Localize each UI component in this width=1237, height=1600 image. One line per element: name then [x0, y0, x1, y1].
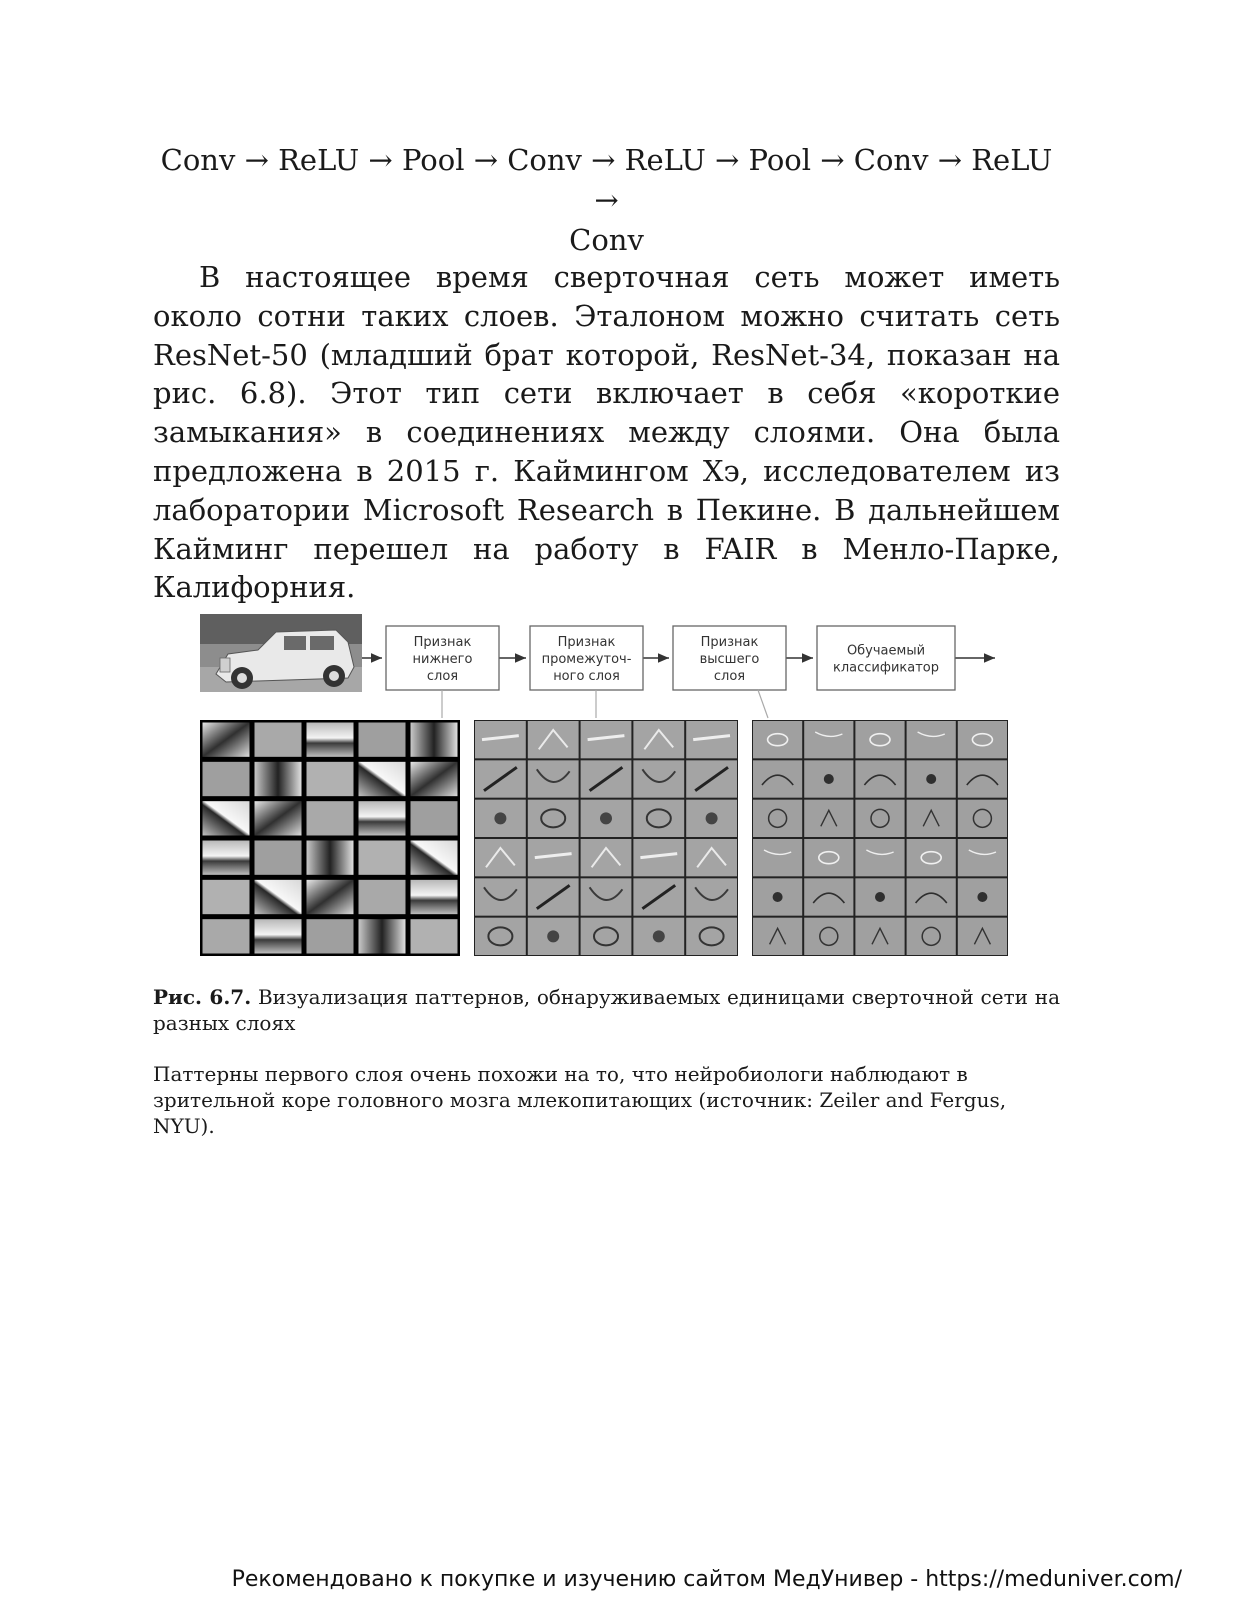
- filter-cell: [411, 801, 458, 835]
- filter-cell: [307, 801, 354, 835]
- filter-cell: [307, 880, 354, 914]
- footer-watermark: Рекомендовано к покупке и изучению сайтом МедУнивер - https://meduniver.com/: [231, 1567, 1182, 1592]
- figure-svg: [198, 612, 1010, 958]
- filter-cell: [686, 839, 737, 876]
- filter-cell: [411, 919, 458, 953]
- filter-cell: [804, 800, 853, 837]
- figure-caption: [153, 984, 1060, 1036]
- filter-cell: [528, 800, 579, 837]
- filter-cell: [753, 760, 802, 797]
- filter-cell: [804, 878, 853, 915]
- feature-box-2: [530, 626, 643, 690]
- filter-cell: [203, 723, 250, 757]
- filter-cell: [359, 762, 406, 796]
- filter-cell: [633, 721, 684, 758]
- filter-cell: [307, 919, 354, 953]
- filter-cell: [255, 919, 302, 953]
- feature-box-label: ного слоя: [553, 669, 620, 684]
- filter-cell: [753, 839, 802, 876]
- feature-box-label: слоя: [713, 669, 746, 684]
- filter-cell: [633, 800, 684, 837]
- filter-cell: [411, 841, 458, 875]
- filter-cell: [753, 918, 802, 955]
- filter-cell: [203, 841, 250, 875]
- filter-cell: [753, 800, 802, 837]
- filter-cell: [359, 723, 406, 757]
- filter-cell: [411, 880, 458, 914]
- figure-6-7: [198, 612, 1010, 958]
- feature-box-label: Признак: [700, 635, 759, 650]
- filter-cell: [633, 760, 684, 797]
- feature-box-label: Признак: [557, 635, 616, 650]
- filter-cell: [203, 880, 250, 914]
- filter-grid-low: [200, 720, 460, 956]
- filter-cell: [855, 721, 904, 758]
- feature-box-1: [386, 626, 499, 690]
- input-car-image: [200, 614, 362, 692]
- filter-grid-mid: [474, 720, 738, 956]
- filter-cell: [907, 800, 956, 837]
- formula: [153, 140, 1060, 260]
- feature-box-label: Обучаемый: [846, 643, 926, 659]
- filter-cell: [255, 762, 302, 796]
- feature-box-label: Признак: [413, 635, 472, 650]
- filter-cell: [359, 841, 406, 875]
- filter-cell: [804, 839, 853, 876]
- filter-cell: [686, 878, 737, 915]
- filter-cell: [855, 800, 904, 837]
- filter-cell: [581, 839, 632, 876]
- filter-cell: [855, 839, 904, 876]
- filter-cell: [255, 880, 302, 914]
- filter-cell: [528, 760, 579, 797]
- feature-box-4: [817, 626, 955, 690]
- filter-cell: [411, 762, 458, 796]
- filter-cell: [804, 918, 853, 955]
- filter-cell: [907, 839, 956, 876]
- filter-cell: [359, 880, 406, 914]
- filter-cell: [958, 721, 1007, 758]
- filter-cell: [307, 723, 354, 757]
- filter-cell: [958, 760, 1007, 797]
- filter-cell: [203, 801, 250, 835]
- filter-cell: [203, 919, 250, 953]
- filter-cell: [475, 878, 526, 915]
- formula-line-1: Conv → ReLU → Pool → Conv → ReLU → Pool → Conv → ReLU →: [160, 143, 1053, 217]
- filter-cell: [475, 839, 526, 876]
- filter-cell: [907, 918, 956, 955]
- feature-box-label: высшего: [699, 652, 760, 667]
- filter-cell: [255, 723, 302, 757]
- filter-cell: [907, 721, 956, 758]
- filter-cell: [855, 760, 904, 797]
- filter-cell: [753, 721, 802, 758]
- filter-cell: [581, 918, 632, 955]
- filter-cell: [203, 762, 250, 796]
- formula-line-2: Conv: [569, 223, 644, 257]
- filter-cell: [958, 918, 1007, 955]
- caption-text: Визуализация паттернов, обнаруживаемых единицами сверточной сети на разных слоях: [153, 985, 1061, 1035]
- filter-cell: [528, 721, 579, 758]
- pointer-line: [758, 690, 768, 718]
- filter-cell: [958, 839, 1007, 876]
- filter-cell: [686, 918, 737, 955]
- filter-cell: [411, 723, 458, 757]
- filter-cell: [958, 800, 1007, 837]
- filter-cell: [359, 801, 406, 835]
- filter-cell: [359, 919, 406, 953]
- body-paragraph: В настоящее время сверточная сеть может иметь около сотни таких слоев. Эталоном можно считать сеть ResNet-50 (младший брат которой, ResNet-34, показан на рис. 6.8). Этот тип сети включает в себя «короткие замыкания» в соединениях между слоями. Она была предложена в 2015 г. Каймингом Хэ, исследователем из лаборатории Microsoft Research в Пекине. В дальнейшем Кайминг перешел на работу в FAIR в Менло-Парке, Калифорния.: [153, 260, 1060, 605]
- feature-box-label: нижнего: [412, 652, 473, 667]
- caption-label: Рис. 6.7.: [153, 985, 252, 1009]
- feature-box-label: классификатор: [832, 660, 940, 676]
- filter-cell: [804, 721, 853, 758]
- filter-cell: [907, 878, 956, 915]
- feature-box-label: слоя: [426, 669, 459, 684]
- filter-grid-high: [752, 720, 1008, 956]
- filter-cell: [855, 918, 904, 955]
- feature-box-label: промежуточ-: [541, 652, 632, 667]
- filter-cell: [475, 918, 526, 955]
- figure-note: Паттерны первого слоя очень похожи на то, что нейробиологи наблюдают в зрительной коре головного мозга млекопитающих (источник: Zeiler and Fergus, NYU).: [153, 1062, 1007, 1138]
- feature-box-3: [673, 626, 786, 690]
- filter-cell: [307, 762, 354, 796]
- filter-cell: [255, 841, 302, 875]
- filter-cell: [307, 841, 354, 875]
- filter-cell: [581, 878, 632, 915]
- filter-cell: [255, 801, 302, 835]
